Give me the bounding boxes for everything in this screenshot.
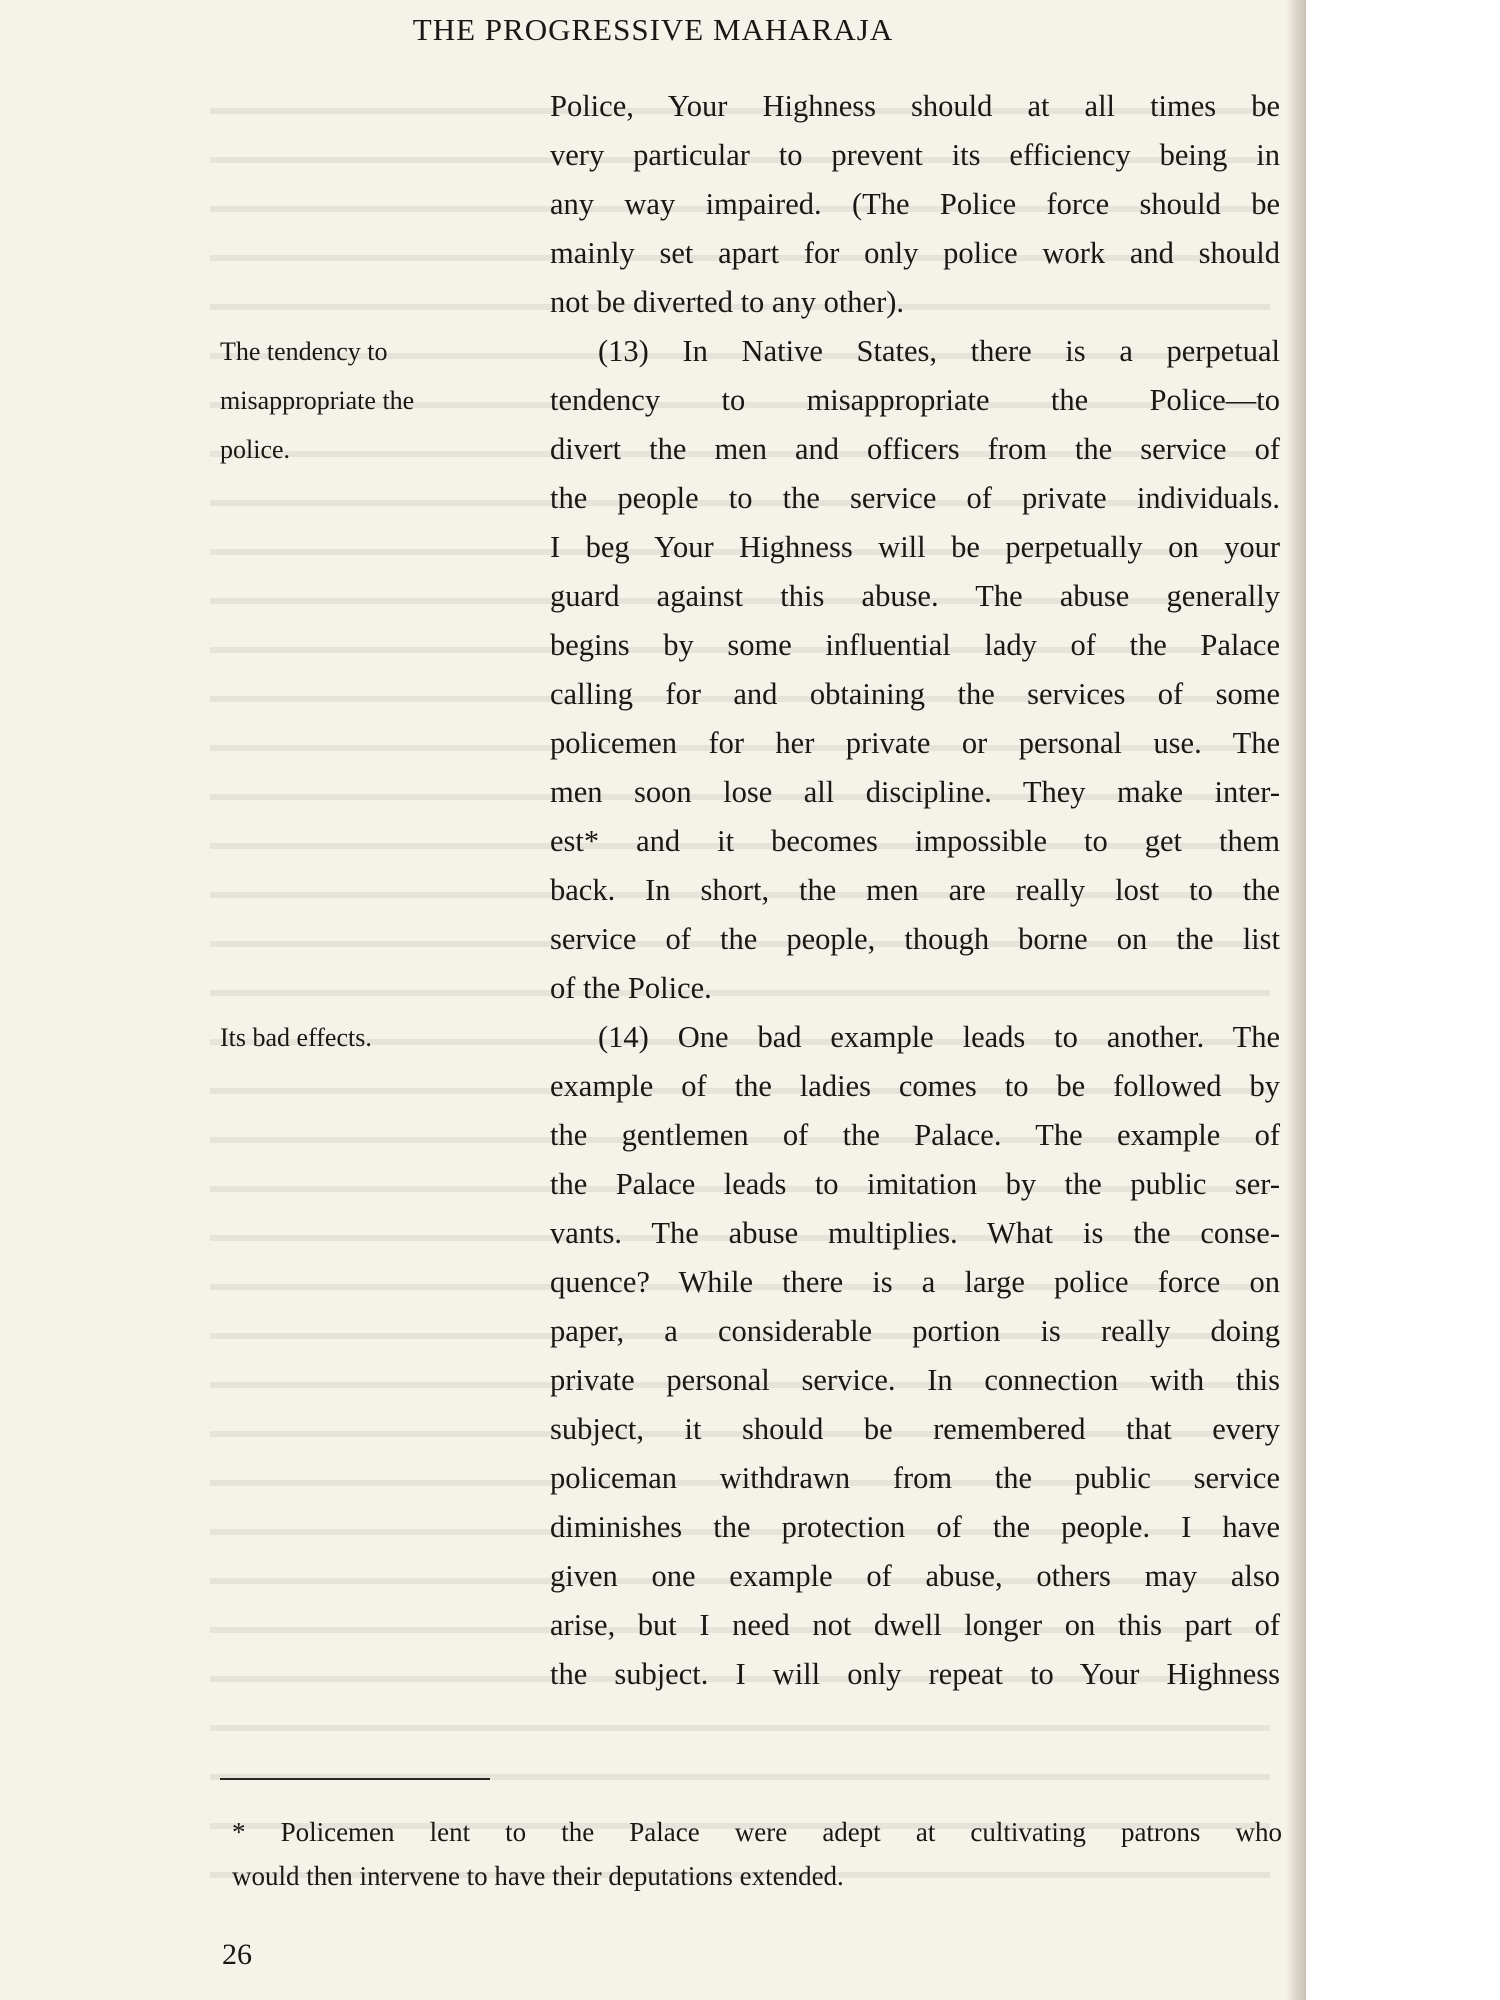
- body-line: service of the people, though borne on the list: [550, 922, 1280, 956]
- margin-note-line: Its bad effects.: [220, 1023, 372, 1052]
- paragraph-14-start: (14) One bad example leads to another. The: [598, 1020, 1280, 1054]
- body-line: guard against this abuse. The abuse generally: [550, 579, 1280, 613]
- footnote-line: * Policemen lent to the Palace were adept at cultivating patrons who: [232, 1817, 1282, 1847]
- body-line: mainly set apart for only police work and should: [550, 236, 1280, 270]
- body-line: the people to the service of private individuals.: [550, 481, 1280, 515]
- body-line: back. In short, the men are really lost to the: [550, 873, 1280, 907]
- body-line: Police, Your Highness should at all times be: [550, 89, 1280, 123]
- body-line: est* and it becomes impossible to get them: [550, 824, 1280, 858]
- footnote-line: would then intervene to have their deputations extended.: [232, 1861, 844, 1891]
- body-line: any way impaired. (The Police force should be: [550, 187, 1280, 221]
- body-line: I beg Your Highness will be perpetually on your: [550, 530, 1280, 564]
- margin-note-tendency: [220, 327, 520, 474]
- body-line: tendency to misappropriate the Police—to: [550, 383, 1280, 417]
- body-line: vants. The abuse multiplies. What is the conse-: [550, 1216, 1280, 1250]
- body-line: diminishes the protection of the people. I have: [550, 1510, 1280, 1544]
- body-line: subject, it should be remembered that every: [550, 1412, 1280, 1446]
- body-line: example of the ladies comes to be followed by: [550, 1069, 1280, 1103]
- body-line: calling for and obtaining the services of some: [550, 677, 1280, 711]
- body-line: quence? While there is a large police force on: [550, 1265, 1280, 1299]
- body-line: not be diverted to any other).: [550, 285, 905, 319]
- body-line: given one example of abuse, others may also: [550, 1559, 1280, 1593]
- body-line: arise, but I need not dwell longer on this part of: [550, 1608, 1280, 1642]
- body-line: policemen for her private or personal use. The: [550, 726, 1280, 760]
- paragraph-13-start: (13) In Native States, there is a perpetual: [598, 334, 1280, 368]
- footnote: [232, 1810, 1282, 1898]
- body-line: policeman withdrawn from the public service: [550, 1461, 1280, 1495]
- body-text: [550, 82, 1280, 1699]
- body-line: private personal service. In connection with this: [550, 1363, 1280, 1397]
- body-line: begins by some influential lady of the Palace: [550, 628, 1280, 662]
- page-edge-shadow: [1286, 0, 1306, 2000]
- body-line: men soon lose all discipline. They make inter-: [550, 775, 1280, 809]
- footnote-rule: [220, 1778, 490, 1780]
- running-head: THE PROGRESSIVE MAHARAJA: [412, 12, 894, 47]
- body-line: the gentlemen of the Palace. The example of: [550, 1118, 1280, 1152]
- page-number: 26: [222, 1938, 252, 1971]
- body-line: the Palace leads to imitation by the public ser-: [550, 1167, 1280, 1201]
- body-line: paper, a considerable portion is really doing: [550, 1314, 1280, 1348]
- margin-note-bad-effects: [220, 1013, 520, 1062]
- body-line: of the Police.: [550, 971, 712, 1005]
- body-line: very particular to prevent its efficiency being in: [550, 138, 1280, 172]
- body-line: divert the men and officers from the service of: [550, 432, 1280, 466]
- margin-note-line: police.: [220, 435, 291, 464]
- body-line: the subject. I will only repeat to Your Highness: [550, 1657, 1280, 1691]
- margin-note-line: misappropriate the: [220, 386, 415, 415]
- margin-note-line: The tendency to: [220, 337, 388, 366]
